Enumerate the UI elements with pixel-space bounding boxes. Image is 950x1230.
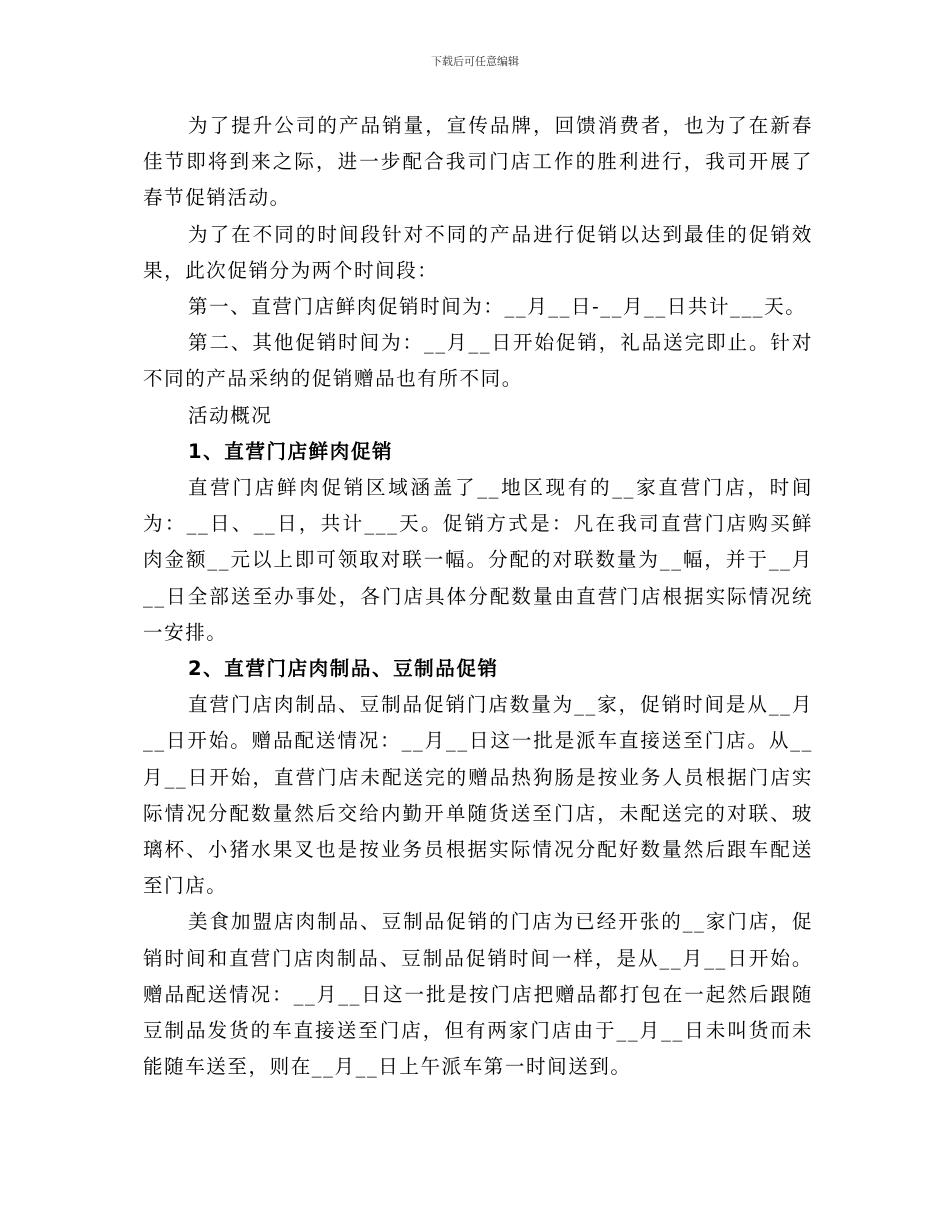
paragraph-meat-tofu-franchise: 美食加盟店肉制品、豆制品促销的门店为已经开张的__家门店，促销时间和直营门店肉制品、豆制品促销时间一样，是从__月__日开始。赠品配送情况：__月__日这一批是按门店把赠品都打包在一起然后跟随豆制品发货的车直接送至门店，但有两家门店由于__月__日未叫货而未能随车送至，则在__月__日上午派车第一时间送到。 [143, 910, 813, 1079]
paragraph-time-periods: 为了在不同的时间段针对不同的产品进行促销以达到最佳的促销效果，此次促销分为两个时间段： [143, 222, 813, 282]
document-body [143, 108, 813, 1085]
paragraph-intro: 为了提升公司的产品销量，宣传品牌，回馈消费者，也为了在新春佳节即将到来之际，进一步配合我司门店工作的胜利进行，我司开展了春节促销活动。 [143, 114, 813, 210]
paragraph-meat-tofu-direct: 直营门店肉制品、豆制品促销门店数量为__家，促销时间是从__月__日开始。赠品配送情况：__月__日这一批是派车直接送至门店。从__月__日开始，直营门店未配送完的赠品热狗肠是按业务人员根据门店实际情况分配数量然后交给内勤开单随货送至门店，未配送完的对联、玻璃杯、小猪水果叉也是按业务员根据实际情况分配好数量然后跟车配送至门店。 [143, 693, 813, 898]
paragraph-period-two: 第二、其他促销时间为：__月__日开始促销，礼品送完即止。针对不同的产品采纳的促销赠品也有所不同。 [143, 331, 813, 391]
heading-meat-tofu: 2、直营门店肉制品、豆制品促销 [188, 657, 499, 681]
heading-fresh-meat: 1、直营门店鲜肉促销 [188, 439, 394, 463]
paragraph-period-one: 第一、直营门店鲜肉促销时间为：__月__日-__月__日共计___天。 [188, 295, 807, 319]
paragraph-fresh-meat: 直营门店鲜肉促销区域涵盖了__地区现有的__家直营门店，时间为：__日、__日，共计___天。促销方式是：凡在我司直营门店购买鲜肉金额__元以上即可领取对联一幅。分配的对联数量为__幅，并于__月__日全部送至办事处，各门店具体分配数量由直营门店根据实际情况统一安排。 [143, 476, 813, 644]
paragraph-overview-label: 活动概况 [188, 403, 273, 427]
page-header: 下载后可任意编辑 [431, 55, 519, 68]
